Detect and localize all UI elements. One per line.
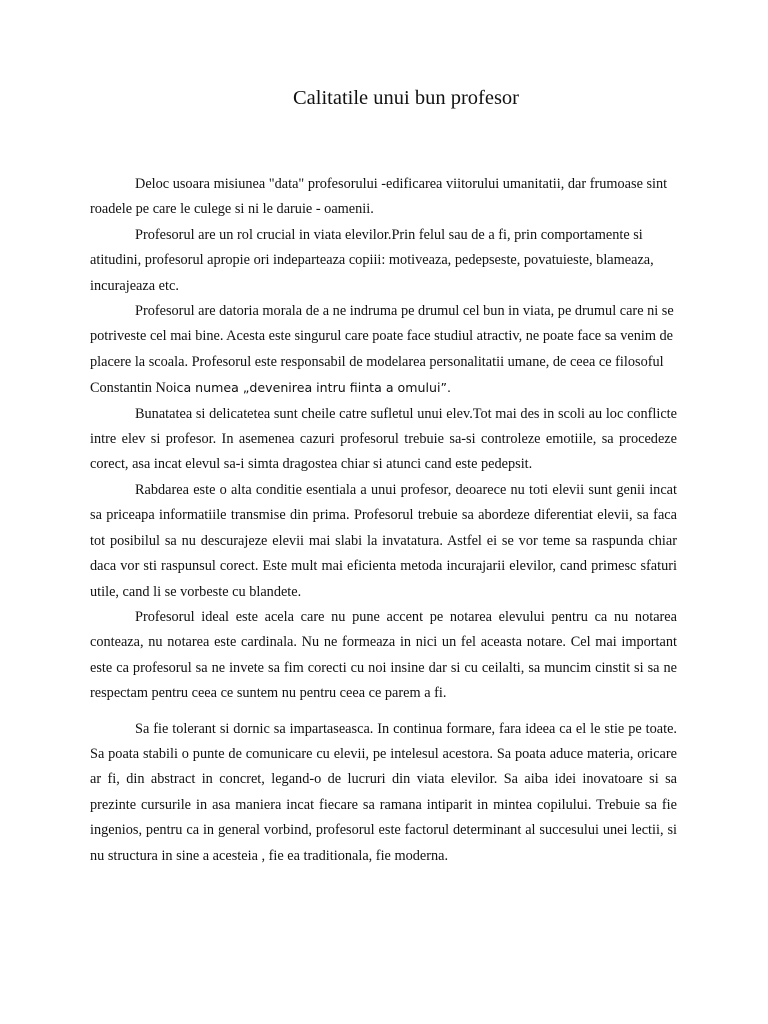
paragraph-3 — [90, 299, 677, 402]
paragraph-3-text: Profesorul are datoria morala de a ne indruma pe drumul cel bun in viata, pe drumul care ni se potriveste cel mai bine. Acesta este singurul care poate face studiul atractiv, ne poate face sa venim de placere la scoala. Profesorul este responsabil de modelarea personalitatii umane, de ceea ce filosoful Constantin No — [90, 303, 674, 397]
document-body — [90, 172, 677, 869]
paragraph-4 — [90, 402, 677, 478]
paragraph-5-text: Rabdarea este o alta conditie esentiala a unui profesor, deoarece nu toti elevii sunt genii incat sa priceapa informatiile transmise din prima. Profesorul trebuie sa abordeze diferentiat elevii, sa faca tot posibilul sa nu descurajeze elevii mai slabi la invatatura. Astfel ei se vor teme sa raspunda chiar daca vor sti raspunsul corect. Este mult mai eficienta metoda incurajarii elevilor, cand primesc sfaturi utile, cand li se vorbeste cu blandete. — [90, 481, 677, 600]
paragraph-2-text: Profesorul are un rol crucial in viata elevilor.Prin felul sau de a fi, prin comportamente si atitudini, profesorul apropie ori indeparteaza copiii: motiveaza, pedepseste, povatuieste, blameaza, incurajeaza etc. — [90, 226, 654, 294]
paragraph-3-quote-text: ica numea „devenirea intru fiinta a omului”. — [173, 380, 452, 396]
page-title: Calitatile unui bun profesor — [292, 87, 520, 109]
paragraph-7-text: Sa fie tolerant si dornic sa impartaseasca. In continua formare, fara ideea ca el le stie pe toate. Sa poata stabili o punte de comunicare cu elevii, pe intelesul acestora. Sa poata aduce materia, oricare ar fi, din abstract in concret, legand-o de lucruri din viata elevilor. Sa aiba idei inovatoare si sa prezinte cursurile in asa maniera incat fiecare sa ramana intiparit in mintea copilului. Trebuie sa fie ingenios, pentru ca in general vorbind, profesorul este factorul determinant al succesului unei lectii, si nu structura in sine a acesteia , fie ea traditionala, fie moderna. — [90, 720, 677, 864]
paragraph-1-text: Deloc usoara misiunea "data" profesorului -edificarea viitorului umanitatii, dar frumoase sint roadele pe care le culege si ni le daruie - oamenii. — [90, 176, 668, 218]
paragraph-6 — [90, 605, 677, 707]
paragraph-2 — [90, 223, 677, 299]
paragraph-6-text: Profesorul ideal este acela care nu pune accent pe notarea elevului pentru ca nu notarea conteaza, nu notarea este cardinala. Nu ne formeaza in nici un fel aceasta notare. Cel mai important este ca profesorul sa ne invete sa fim corecti cu noi insine dar si cu ceilalti, sa muncim cinstit si sa ne respectam pentru ceea ce suntem nu pentru ceea ce parem a fi. — [90, 608, 677, 702]
paragraph-5 — [90, 478, 677, 605]
paragraph-7 — [90, 717, 677, 869]
paragraph-4-text: Bunatatea si delicatetea sunt cheile catre sufletul unui elev.Tot mai des in scoli au loc conflicte intre elev si profesor. In asemenea cazuri profesorul trebuie sa-si controleze emotiile, sa procedeze corect, asa incat elevul sa-i simta dragostea chiar si atunci cand este pedepsit. — [90, 405, 677, 473]
paragraph-1 — [90, 172, 677, 223]
